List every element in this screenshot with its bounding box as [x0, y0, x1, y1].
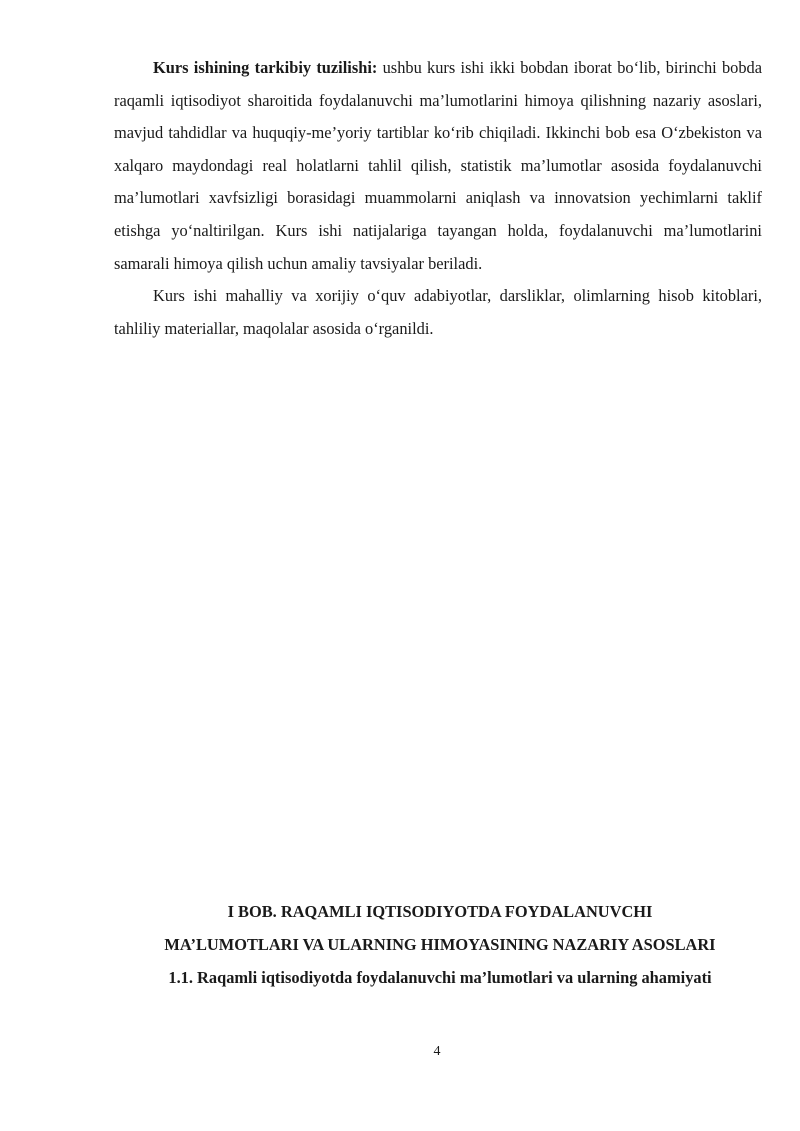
chapter-heading-block — [100, 895, 780, 994]
chapter-heading-line2: MA’LUMOTLARI VA ULARNING HIMOYASINING NAZARIY ASOSLARI — [164, 935, 716, 954]
paragraph-text: ushbu kurs ishi ikki bobdan iborat bo‘lib, birinchi bobda raqamli iqtisodiyot sharoitida foydalanuvchi ma’lumotlarini himoya qilishning nazariy asoslari, mavjud tahdidlar va huquqiy-me’yoriy tartiblar ko‘rib chiqiladi. Ikkinchi bob esa O‘zbekiston va xalqaro maydondagi real holatlarni tahlil qilish, statistik ma’lumotlar asosida foydalanuvchi ma’lumotlari xavfsizligi borasidagi muammolarni aniqlash va innovatsion yechimlarni taklif etishga yo‘naltirilgan. Kurs ishi natijalariga tayangan holda, foydalanuvchi ma’lumotlarini samarali himoya qilish uchun amaliy tavsiyalar beriladi. — [114, 58, 763, 273]
paragraph-structure — [114, 52, 762, 280]
body-text — [114, 52, 762, 345]
section-heading: 1.1. Raqamli iqtisodiyotda foydalanuvchi ma’lumotlari va ularning ahamiyati — [168, 968, 712, 987]
paragraph-lead: Kurs ishining tarkibiy tuzilishi: — [153, 58, 378, 77]
paragraph-text: Kurs ishi mahalliy va xorijiy o‘quv adabiyotlar, darsliklar, olimlarning hisob kitoblari, tahliliy materiallar, maqolalar asosida o‘rganildi. — [114, 286, 762, 338]
page-number: 4 — [433, 1044, 441, 1059]
paragraph-sources — [114, 280, 762, 345]
chapter-heading-line1: I BOB. RAQAMLI IQTISODIYOTDA FOYDALANUVCHI — [227, 902, 653, 921]
